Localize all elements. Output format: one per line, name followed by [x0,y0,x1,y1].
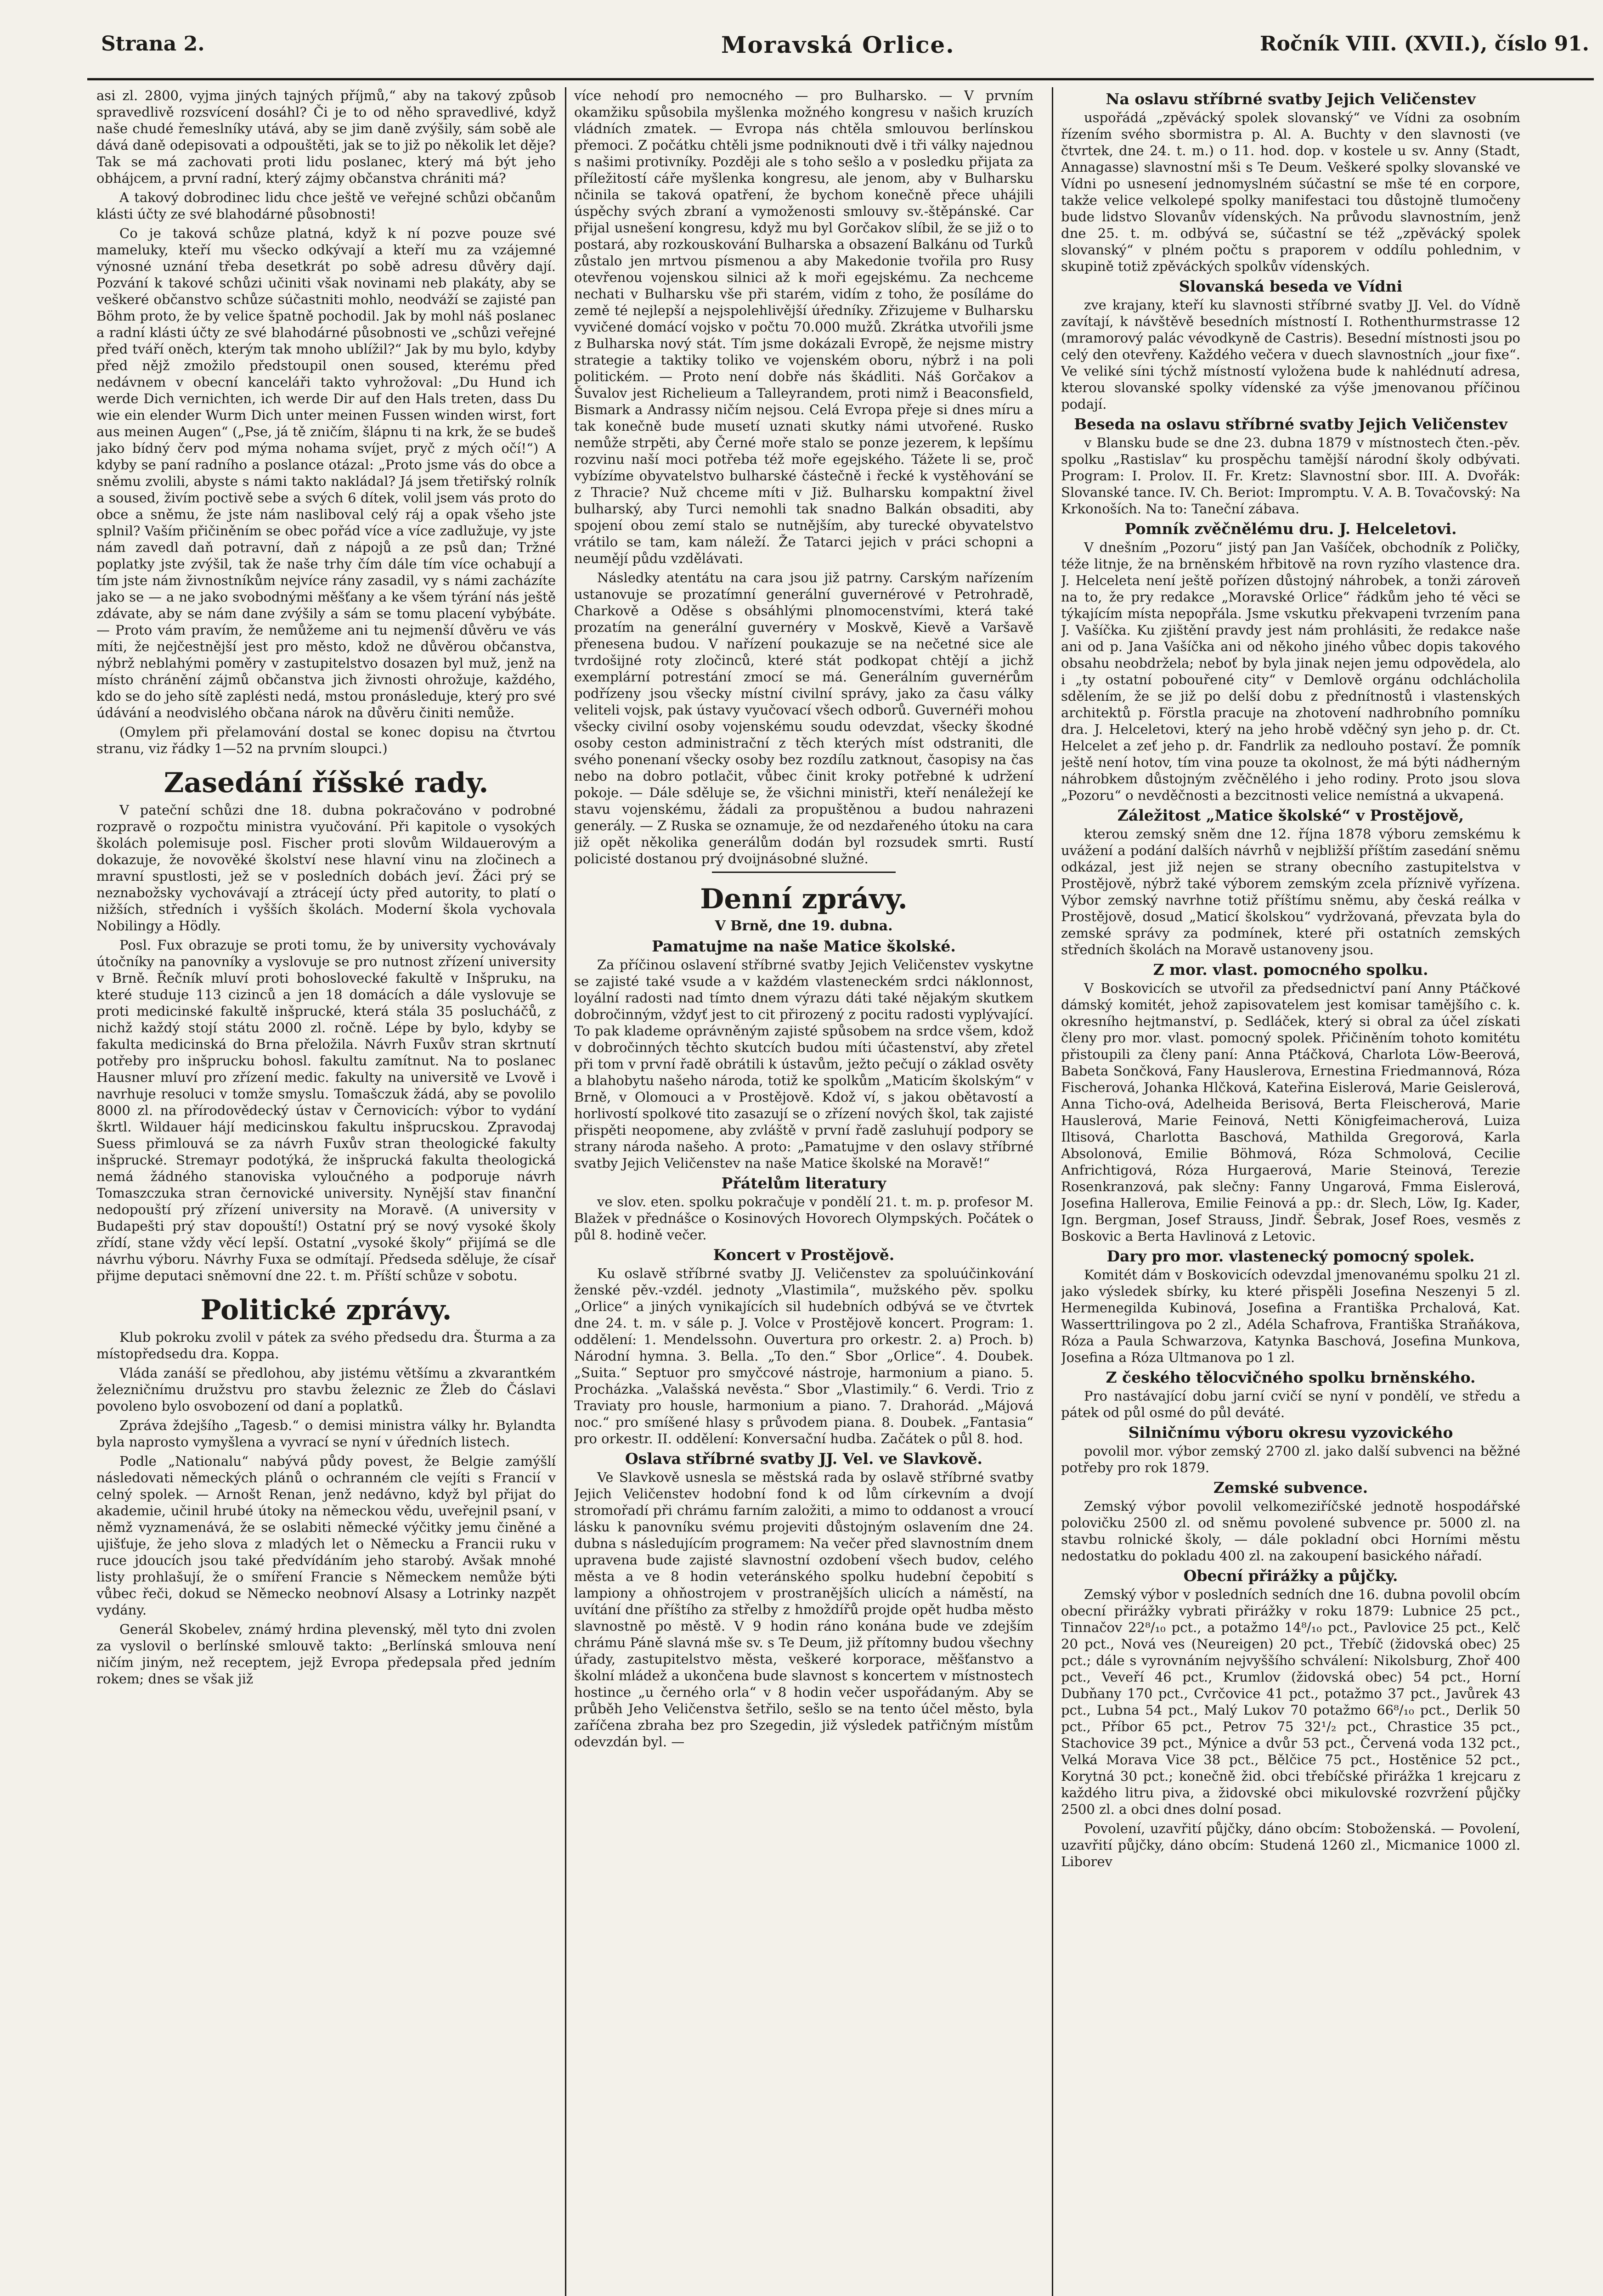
paragraph: v Blansku bude se dne 23. dubna 1879 v místnostech čten.-pěv. spolku „Rastislav“ ku prospěchu tamější národní školy odbývati. Program: I. Prolov. II. Fr. Kretz: Slavnostní sbor. III. A. Dvořák: Slovanské tance. IV. Ch. Beriot: Impromptu. V. A. B. Tovačovský: Na Krkonoších. Na to: Taneční zábava. [1061,435,1520,517]
dateline: V Brně, dne 19. dubna. [715,918,893,934]
paragraph: Posl. Fux obrazuje se proti tomu, že by university vychovávaly útočníky na panovníky a vyslovuje se pro nutnost zřízení university v Brně. Řečník mluví proti bohoslovecké fakultě v Inšpruku, na které studuje 113 cizinců a jen 18 domácích a dále vyslovuje se proti medicinské fakultě inšprucké, která stála 35 poslucháčů, z nichž každý stojí státu 2000 zl. ročně. Lépe by bylo, kdyby se fakulta medicinská do Brna přeložila. Návrh Fuxův stran skrtnutí potřeby pro inšprucku bohosl. fakultu zamítnut. Na to poslanec Hausner mluví pro zřízení medic. fakulty na universitě ve Lvově i navrhuje resoluci v tomže smyslu. Tomašczuk žádá, aby se povolilo 8000 zl. na přírodovědecký ústav v Černovicích: výbor to vydání škrtl. Wildauer hájí medicinskou fakultu inšprucskou. Zpravodaj Suess přimlouvá se za návrh Fuxův stran theologické fakulty inšprucké. Stremayr podotýká, že inšprucká fakulta theologická nemá žádného stanoviska vyloučného a podporuje návrh Tomaszczuka stran černovické university. Nynější stav finanční nedopouští prý zřízení university na Moravě. (A university v Budapešti prý stav dopouští!) Ostatní prý se nový vysoké školy zřídí, stane vždy věcí lepší. Ostatní „vysoké školy“ přijímá se dle návrhu výboru. Návrhy Fuxa se odmítají. Předseda sděluje, že císař přijme deputaci sněmovní dne 22. t. m. Příští schůze v sobotu. [96,937,556,1283]
news-headline: Dary pro mor. vlastenecký pomocný spolek. [1106,1247,1475,1265]
paragraph: Za příčinou oslavení stříbrné svatby Jejich Veličenstev vyskytne se zajisté také vsude a v každém vlasteneckém srdci náklonnost, loyální radosti nad tímto dnem výrazu dáti také nějakým skutkem dobročinným, vždyť jest to cit přirozený z pocitu radosti vyplývající. To pak klademe oprávněným zajisté spůsobem na srdce všem, kdož v dobročinných těchto skutcích budou míti účastenství, aby zřetel při tom v první řadě obrátili k ústavům, ježto pečují o základ osvěty a blahobytu našeho národa, totiž ke spolkům „Maticím školským“ v Brně, v Olomouci a v Prostějově. Kdož ví, s jakou obětavostí a horlivostí spolkové tito zasazují se o zřízení nových škol, tak zajisté přispěti neopomene, aby zvláště v první řadě zasluhují podpory se strany národa našeho. A proto: „Pamatujme v den oslavy stříbrné svatby Jejich Veličenstev na naše Matice školské na Moravě!“ [574,957,1033,1171]
paragraph: A takový dobrodinec lidu chce ještě ve veřejné schůzi občanům klásti účty ze své blahodárné působnosti! [96,190,556,222]
paragraph: (Omylem při přelamování dostal se konec dopisu na čtvrtou stranu, viz řádky 1—52 na prvním sloupci.) [96,724,556,756]
news-headline: Beseda na oslavu stříbrné svatby Jejich Veličenstev [1074,415,1507,433]
news-headline: Na oslavu stříbrné svatby Jejich Veličenstev [1106,90,1476,108]
paragraph: V pateční schůzi dne 18. dubna pokračováno v podrobné rozpravě o rozpočtu ministra vyučování. Při kapitole o vysokých školách polemisuje posl. Fischer proti slovům Wildauerovým a dokazuje, že novověké školství nese hlavní vinu na zločinech a mravní spustlosti, jež se v posledních dobách jeví. Žáci prý se neznabožsky vychovávají a ztrácejí úcty před autority, to platí o nižších, středních i vyšších školách. Moderní škola vychovala Nobilingy a Hödly. [96,802,556,934]
news-headline: Slovanská beseda ve Vídni [1179,277,1403,295]
column-3 [1061,87,1520,2296]
news-headline: Silničnímu výboru okresu vyzovického [1128,1424,1453,1441]
paragraph: Pro nastávající dobu jarní cvičí se nyní v pondělí, ve středu a pátek od půl osmé do půl deváté. [1061,1388,1520,1420]
news-headline: Koncert v Prostějově. [713,1246,895,1264]
news-headline: Zemské subvence. [1213,1479,1368,1497]
paragraph: Generál Skobelev, známý hrdina plevenský, měl tyto dni zvolen za vyslovil o berlínské smlouvě takto: „Berlínská smlouva není ničím jiným, než receptem, jejž Evropa předepsala před jedním rokem; dnes se však již [96,1621,556,1687]
paragraph: Zemský výbor v posledních sedních dne 16. dubna povolil obcím obecní přirážky vybrati přirážky v roku 1879: Lubnice 25 pct., Tinnačov 22⁸/₁₀ pct., a potažmo 14⁸/₁₀ pct., Pavlovice 25 pct., Kelč 20 pct., Nová ves (Neureigen) 20 pct., Třebíč (židovská obec) 25 pct.; dále s vyrovnáním nejvyššího schválení: Nikolsburg, Zhoř 400 pct., Veveří 46 pct., Krumlov (židovská obec) 54 pct., Horní Dubňany 170 pct., Cvrčovice 41 pct., potažmo 37 pct., Javůrek 43 pct., Lubna 54 pct., Malý Lukov 70 potažmo 66⁸/₁₀ pct., Derlik 50 pct., Příbor 65 pct., Petrov 75 32¹/₂ pct., Chrastice 35 pct., Stachovice 39 pct., Mýnice a dvůr 53 pct., Červená voda 132 pct., Velká Morava Vice 38 pct., Bělčice 75 pct., Hostěnice 52 pct., Korytná 30 pct.; konečně žid. obci třebíčské přirážka 1 krejcaru z každého litru piva, a židovské obci mikulovské rozvržení půjčky 2500 zl. a obci dnes dolní posad. [1061,1587,1520,1817]
paragraph: Klub pokroku zvolil v pátek za svého předsedu dra. Šturma a za místopředsedu dra. Koppa. [96,1329,556,1362]
column-2 [574,87,1033,2296]
section-title-reichsrat: Zasedání říšské rady. [164,767,489,799]
section-title-political: Politické zprávy. [200,1294,452,1326]
paragraph: Zpráva ždejšího „Tagesb.“ o demisi ministra války hr. Bylandta byla naprosto vymyšlena a vyvrací se nyní v úředních listech. [96,1418,556,1450]
news-headline: Pamatujme na naše Matice školské. [652,937,956,955]
masthead-title: Moravská Orlice. [721,31,955,58]
news-headline: Přátelům literatury [721,1174,886,1192]
paragraph: asi zl. 2800, vyjma jiných tajných příjmů,“ aby na takový způsob spravedlivě rozsvícení dosáhl? Či je to od něho spravedlivé, když naše chudé řemeslníky utává, aby se jim daně zvýšily, sám sobě ale dává daně odepisovati a odpouštěti, jak se to již po několik let děje? Tak se má zachovati proti lidu poslanec, který má být jeho obhájcem, a první radní, který zájmy občanstva chrániti má? [96,88,556,186]
page-header [87,28,1594,80]
page-number: Strana 2. [101,32,205,56]
paragraph: kterou zemský sněm dne 12. října 1878 výboru zemskému k uvážení a podání dalších návrhů v nejbližší příštím zasedání sněmu odkázal, jest již nejen se strany obecního zastupitelstva v Prostějově, nýbrž také výborem zemským zcela příznivě vyřízena. Výbor zemský navrhne totiž příštímu sněmu, aby česká reálka v Prostějově, dosud „Maticí školskou“ vydržovaná, převzata byla do zemské správy za podmínek, které při ostatních zemských středních školách na Moravě ustanoveny jsou. [1061,826,1520,957]
paragraph: Povolení, uzavřití půjčky, dáno obcím: Stoboženská. — Povolení, uzavřití půjčky, dáno obcím: Studená 1260 zl., Micmanice 1000 zl. Liborev [1061,1821,1520,1869]
paragraph: více nehodí pro nemocného — pro Bulharsko. — V prvním okamžiku spůsobila myšlenka možného kongresu v našich kruzích vládních zmatek. — Evropa nás chtěla smlouvou berlínskou přemoci. Z počátku chtěli jsme podniknouti dvě i tři války najednou s našimi protivníky. Později ale s toho sešlo a v posledku přijata za příležitostí cáře myšlenka kongresu, ale jenom, aby v Bulharsku nčinila se taková opatření, že bychom konečně přece uhájili úspěchy svých zbraní a vymoženosti smlouvy sv.-štěpánské. Car přijal usnešení kongresu, když mu byl Gorčakov slíbil, že se již o to postará, aby rozkouskování Bulharska a obsazení Balkánu od Turků zůstalo jen mrtvou písmenou a aby Makedonie tvořila pro Rusy otevřenou vojenskou silnici až k moři egejskému. Za nechceme nechati v Bulharsku vše při starém, vidím z toho, že posíláme do země té nejlepší a nejspolehlivější úředníky. Zřizujeme v Bulharsku vyvičené domácí vojsko v počtu 70.000 mužů. Zkrátka utvořili jsme z Bulharska nový stát. Tím jsme dokázali Evropě, že nejsme mistry strategie a taktiky toliko ve vojenském oboru, nýbrž i na poli politickém. — Proto není dobře nás škádliti. Náš Gorčakov a Šuvalov jest Richelieum a Talleyrandem, proti nimž i Beaconsfield, Bismark a Andrassy ničím nejsou. Celá Evropa přeje si dnes míru a tak konečně bude musetí uznati skutky námi utvořené. Rusko nemůže strpěti, aby Černé moře stalo se ponze jezerem, k lepšímu rozvinu naší moci potřeba též moře egejského. Tážete li se, proč vybízíme obyvatelstvo bulharské částečně i řecké k vystěhování se z Thracie? Nuž chceme míti v Již. Bulharsku kompaktní živel bulharský, aby Turci nemohli tak snadno Balkán obsaditi, aby spojení obou zemí stalo se nutnějším, aby turecké obyvatelstvo vrátilo se tam, kam náleží. Že Tatarci jejich v práci schopni a neumějí půdu vzdělávati. [574,88,1033,566]
news-headline: Záležitost „Matice školské“ v Prostějově, [1117,806,1464,824]
paragraph: Ve Slavkově usnesla se městská rada by oslavě stříbrné svatby Jejich Veličenstev hodobní fond k od lům církevním a dvojí stromořadí při chrámu farním založiti, a mimo to oddanost a vroucí lásku k panovníku svému projeviti důstojným oslavením dne 24. dubna s následujícím programem: Na večer před slavnostním dnem upravena bude zajisté slavnostní ozdobení všech budov, celého města a ve 8 hodin veteránského spolku hudební čepobití s lampiony a ohňostrojem v prostranějších ulicích a náměstí, na uvítání dne příštího za střelby z hmoždířů projde opět hudba město slavnostně po městě. V 9 hodin ráno konána bude ve zdejším chrámu Páně slavná mše sv. s Te Deum, již přítomny budou všechny úřady, zastupitelstvo města, veškeré korporace, měšťanstvo a školní mládež a ukončena bude slavnost s koncertem v místnostech hostince „u černého orla“ v 8 hodin večer uspořádaným. Aby se průběh Jeho Veličenstva šetřilo, sešlo se na tento účel město, byla zaříčena zbraha bez pro Szegedin, již výsledek patřičným místům odevzdán byl. — [574,1469,1033,1750]
paragraph: zve krajany, kteří ku slavnosti stříbrné svatby JJ. Vel. do Vídně zavítají, k návštěvě besedních místností I. Rothenthurmstrasse 12 (mramorový palác vévodkyně de Castris). Besední místnosti jsou po celý den otevřeny. Každého večera v duech slavnostních „jour fixe“. Ve veliké síni týchž místností vyložena bude k nahlédnutí adresa, kterou slovanské spolky vídenské za výše jmenovanou příčinou podají. [1061,297,1520,412]
paragraph: povolil mor. výbor zemský 2700 zl. jako další subvenci na běžné potřeby pro rok 1879. [1061,1443,1520,1475]
separator-line [712,872,896,873]
news-headline: Oslava stříbrné svatby JJ. Vel. ve Slavkově. [625,1450,982,1468]
column-rule-2 [1052,87,1053,2296]
paragraph: Vláda zanáší se předlohou, aby jistému většímu a zkvarantkém železničnímu družstvu pro stavbu železnic ze Žleb do Čáslavi povoleno bylo osvobození od daní a poplatků. [96,1365,556,1414]
news-headline: Z mor. vlast. pomocného spolku. [1153,961,1428,979]
column-1 [96,87,556,2296]
paragraph: Ku oslavě stříbrné svatby JJ. Veličenstev za spoluúčinkování ženské pěv.-vzdél. jednoty „Vlastimila“, mužského pěv. spolku „Orlice“ a jiných vynikajících sil hudebních odbývá se ve čtvrtek dne 24. t. m. v sále p. J. Volce v Prostějově koncert. Program: 1. oddělení: 1. Mendelssohn. Ouvertura pro orkestr. 2. a) Proch. b) Národní hymna. 3. Bella. „To den.“ Sbor „Orlice“. 4. Doubek. „Suita.“ Septuor pro smyčcové nástroje, harmonium a piano. 5. Procházka. „Valašská nevěsta.“ Sbor „Vlastimily.“ 6. Verdi. Trio z Traviaty pro housle, harmonium a piano. 7. Drahorád. „Májová noc.“ pro smíšené hlasy s průvodem piana. 8. Doubek. „Fantasia“ pro orkestr. II. oddělení: Konversační hudba. Začátek o půl 8. hod. [574,1266,1033,1446]
news-headline: Obecní přirážky a půjčky. [1183,1567,1398,1585]
news-headline: Z českého tělocvičného spolku brněnského. [1106,1368,1476,1386]
paragraph: Co je taková schůze platná, když k ní pozve pouze své mameluky, kteří mu všecko odkývají a kteří mu za vzájemné výnosné uznání třeba desetkrát po sobě adresu důvěry dají. Pozvání k takové schůzi učiniti však novinami neb plakáty, aby se veškeré občanstvo schůze súčastniti mohlo, neodváží se zajisté pan Böhm proto, že by velice špatně pochodil. Jak by mohl náš poslanec a radní klásti účty ze své blahodárné působnosti ve „schůzi veřejné před tváří oněch, kterým tak mnoho ublížil?“ Jak by mu bylo, kdyby před nějž zmožilo předstoupil onen soused, kterému před nedávnem v obecní kanceláři takto vyhrožoval: „Du Hund ich werde Dich vernichten, ich werde Dir auf den Hals treten, dass Du wie ein elender Wurm Dich unter meinen Fussen winden wirst, fort aus meinen Augen“ („Pse, já tě zničím, šlápnu ti na krk, že se budeš jako bídný červ pod mýma nohama svíjet, pryč z mých očí!“) A kdyby se paní radního a poslance otázal: „Proto jsme vás do obce a sněmu zvolili, abyste s námi takto nakládal? Já jsem třetiřský rolník a soused, živím poctivě sebe a svých 6 dítek, volil jsem vás proto do obce a sněmu, že jste nám nasliboval celý ráj a opak všeho jste splnil? Vaším přičiněním se obec pořád více a více zadlužuje, vy jste nám zavedl daň potravní, daň z nápojů a ze psů dan; Tržné poplatky jste zvýšil, tak že naše trhy čím dále tím více ochabují a tím jste nám živnostníkům nejvíce rány zasadil, vy s námi zacházíte jako se — a ne jako svobodnými měšťany a ke všem týrání nás ještě zdávate, aby se nám dane zvýšily a sám se tomu placení vybýbáte. — Proto vám pravím, že nemůžeme ani tu nejmenší důvěru ve vás míti, že nejčestnější jest pro město, kdož ne důvěrou občanstva, nýbrž neblahými poměry v zastupitelstvo dosazen byl muž, jenž na místo chránění zájmů občanstva jich živnosti ohrožuje, každého, kdo se do jeho sítě zaplésti nedá, mstou pronásleduje, který pro své údávání a neodvislého občana nárok na důvěru činiti nemůže. [96,225,556,720]
column-rule-1 [565,87,566,2296]
paragraph: uspořádá „zpěvácký spolek slovanský“ ve Vídni za osobním řízením svého sbormistra p. Al. A. Buchty v den slavnosti (ve čtvrtek, dne 24. t. m.) o 11. hod. dop. v kostele u sv. Anny (Stadt, Annagasse) slavnostní mši s Te Deum. Veškeré spolky slovanské ve Vídni po usnesení jednomyslném súčastní se mše té en corpore, takže velice velkolepé spolky manifestaci tou důstojně tlumočeny bude lidstvo Slovanův vídenských. Na průvodu slavnostním, jenž dne 25. t. m. odbývá se, súčastní se též „zpěvácký spolek slovanský“ v plném počtu s praporem v oddílu pohlednim, v skupině totiž zpěváckých spolkův vídenských. [1061,110,1520,274]
paragraph: V Boskovicích se utvořil za předsednictví paní Anny Ptáčkové dámský komitét, jehož zapisovatelem jest komisar tamějšího c. k. okresního hejtmanství, p. Sedláček, který si obral za účel získati členy pro mor. vlast. pomocný spolek. Přičiněním tohoto komitétu přistoupili za členy paní: Anna Ptáčková, Charlota Löw-Beerová, Babeta Sončková, Fany Hauslerova, Ernestina Friedmannová, Róza Fischerová, Johanka Hlčková, Kateřina Eislerová, Marie Geislerová, Anna Ticho-ová, Adelheida Berisová, Berta Fleischerová, Marie Hauslerová, Marie Feinová, Netti Königfeimacherová, Luiza Iltisová, Charlotta Baschová, Mathilda Gregorová, Karla Absolonová, Emilie Böhmová, Róza Schmolová, Cecilie Anfrichtigová, Róza Hurgaerová, Marie Steinová, Terezie Rosenkranzová, pak slečny: Fanny Ungarová, Fmma Eislerová, Josefina Hallerova, Emilie Feinová a pp.: dr. Slech, Löw, Ig. Kader, Ign. Bergman, Josef Strauss, Jindř. Šebrak, Josef Roes, vesměs z Boskovic a Berta Havlinová z Letovic. [1061,980,1520,1244]
newspaper-page [87,28,1603,2296]
paragraph: Následky atentátu na cara jsou již patrny. Carským nařízením ustanovuje se prozatímní generální guvernérové v Petrohradě, Charkově a Oděse s obsáhlými plnomocenstvími, která také prozatím na generální guvernéry v Moskvě, Kievě a Varšavě přenesena budou. V nařízení poukazuje se na nečetné sice ale tvrdošijné roty zločinců, které stát podkopat chtějí a jichž exemplární potrestání zmocí se má. Generálním guvernérům podřízeny jsou všecky místní civilní správy, jako za času války veliteli vojsk, pak ústavy vyučovací všech odborů. Guvernéři mohou všecky civilní osoby vojenskému soudu odevzdat, všecky škodné osoby ceston administrační z těch kterých míst odstraniti, dle svého ponenaní všecky osoby bez rozdílu zatknout, časopisy na čas nebo na dobro potlačit, vůbec činit kroky potřebné k udržení pokoje. — Dále sděluje se, že všichni ministři, kteří nenáležejí ke stavu vojenskému, žádali za propuštěnou a budou nahrazeni generály. — Z Ruska se oznamuje, že od nezdařeného útoku na cara již opět několika generálům dodán byl rozsudek smrti. Rustí policisté dostanou prý dvoijnásobné služné. [574,570,1033,867]
issue-info: Ročník VIII. (XVII.), číslo 91. [1260,32,1589,56]
paragraph: ve slov. eten. spolku pokračuje v pondělí 21. t. m. p. profesor M. Blažek v přednášce o Kosinových Hovorech Olympských. Počátek o půl 8. hodině večer. [574,1194,1033,1243]
paragraph: Podle „Nationalu“ nabývá půdy povest, že Belgie zamýšlí následovati německých plánů o ochranném cle vejíti s Francií v celný spolek. — Arnošt Renan, jenž nedávno, když byl přijat do akademie, učinil hrubé útoky na německou vědu, uveřejnil psaní, v němž vyznamenává, že se oslabiti německé výčitky jemu činěné a ujišťuje, že jeho slova z mladých let o Německu a Francii ruku v ruce jdoucích jsou také předvídáním jeho starobý. Avšak mnohé listy prohlašují, že o smíření Francie s Německem nemůže býti vůbec řeči, dokud se Německo neobnoví Alsasy a Lotrinky nazpět vydány. [96,1453,556,1618]
paragraph: Komitét dám v Boskovicích odevzdal jmenovanému spolku 21 zl. jako výsledek sbírky, ku které přispěli Josefina Neszenyi 5 zl. Hermenegilda Kubinová, Josefina a Františka Prchalová, Kat. Wasserttrilingova po 2 zl., Adéla Schafrova, Františka Straňákova, Róza a Paula Schwarzova, Katynka Baschová, Josefina Munkova, Josefina a Róza Ultmanova po 1 zl. [1061,1267,1520,1365]
paragraph: V dnešním „Pozoru“ jistý pan Jan Vašíček, obchodník z Poličky, téže litnje, že na brněnském hřbitově na rovn ryzího vlastence dra. J. Helceleta není ještě pořízen důstojný náhrobek, a tonži zároveň na to, že pry redakce „Moravské Orlice“ řádkům jeho té věci se týkajícím místa nepopřála. Jsme vskutku překvapeni tvrzením pana J. Vašíčka. Ku zjištění pravdy jest nám prohlásiti, že redakce naše ani od p. Jana Vašíčka ani od někoho jiného vůbec dopis takového obsahu neobdržela; neboť by byla jinak nejen jemu odpovědela, alo i „ty ostatní pobouřené city“ v Demlově orgánu odchlácholila sdělením, že se již po delší dobu z přednítnostů i vlastenských architektů p. Förstla pracuje na zhotovení nadhrobního pomníku dra. J. Helceletovi, který na jeho hrobě vděčný syn jeho p. dr. Ct. Helcelet a zeť jeho p. dr. Fandrlik za nedlouho postaví. Že pomník ještě není hotov, tím vina pouze ta okolnost, že má býti nádherným náhrobkem důstojným zvěčnělého i jeho rodiny. Proto jsou slova „Pozoru“ o nevděčnosti a bezcitnosti velice nemístná a ukvapená. [1061,540,1520,803]
section-title-daily-news: Denní zprávy. [700,883,908,915]
news-headline: Pomník zvěčnělému dru. J. Helceletovi. [1124,520,1457,538]
paragraph: Zemský výbor povolil velkomeziříčské jednotě hospodářské polovičku 2500 zl. od sněmu povolené subvence pr. 5000 zl. na stavbu rolnické školy, — dále pokladní obci Horními městu nedostatku do pokladu 400 zl. na zakoupení basického nářadí. [1061,1498,1520,1564]
